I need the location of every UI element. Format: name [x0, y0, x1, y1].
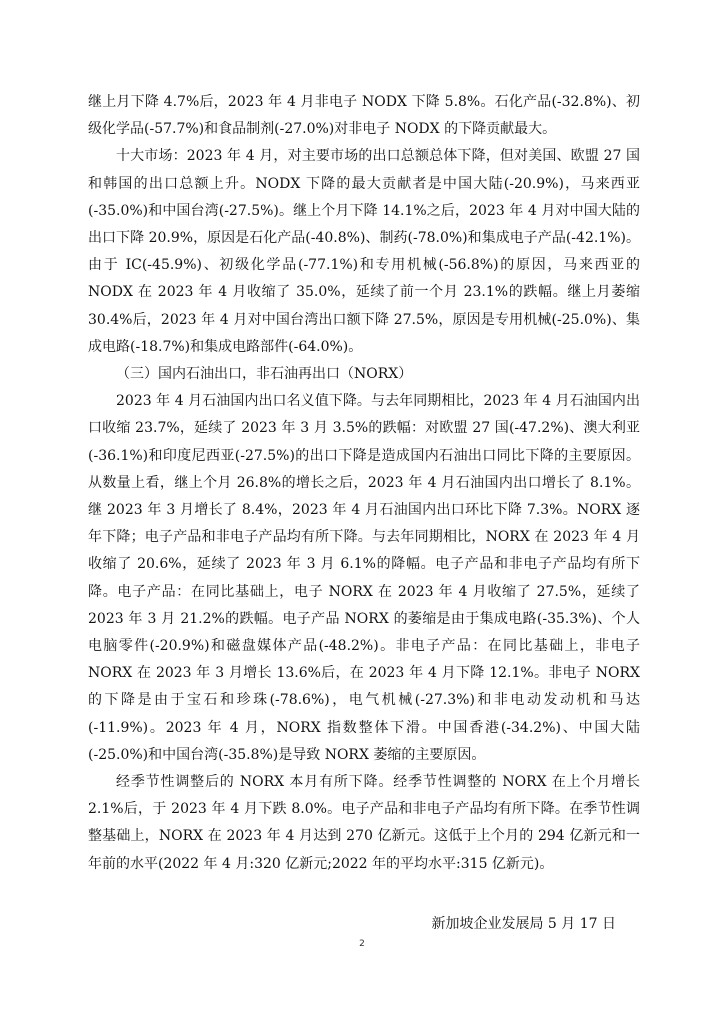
document-body: [88, 89, 640, 878]
page-number: 2: [359, 939, 365, 949]
section-heading-norx: （三）国内石油出口，非石油再出口（NORX）: [116, 366, 413, 383]
signature-line: 新加坡企业发展局 5 月 17 日: [431, 916, 616, 932]
paragraph-seasonally-adjusted-norx: 经季节性调整后的 NORX 本月有所下降。经季节性调整的 NORX 在上个月增长 2.1%后，于 2023 年 4 月下跌 8.0%。电子产品和非电子产品均有所下降。在季节性调整基础上，NORX 在 2023 年 4 月达到 270 亿新元。这低于上个月的 294 亿新元和一年前的水平(2022 年 4 月:320 亿新元;2022 年的平均水平:315 亿新元)。: [88, 774, 640, 872]
paragraph-non-electronic-nodx: 继上月下降 4.7%后，2023 年 4 月非电子 NODX 下降 5.8%。石化产品(-32.8%)、初级化学品(-57.7%)和食品制剂(-27.0%)对非电子 NODX 的下降贡献最大。: [88, 94, 640, 138]
paragraph-top-ten-markets: 十大市场：2023 年 4 月，对主要市场的出口总额总体下降，但对美国、欧盟 27 国和韩国的出口总额上升。NODX 下降的最大贡献者是中国大陆(-20.9%)，马来西亚(-35.0%)和中国台湾(-27.5%)。继上个月下降 14.1%之后，2023 年 4 月对中国大陆的出口下降 20.9%，原因是石化产品(-40.8%)、制药(-78.0%)和集成电子产品(-42.1%)。由于 IC(-45.9%)、初级化学品(-77.1%)和专用机械(-56.8%)的原因，马来西亚的 NODX 在 2023 年 4 月收缩了 35.0%，延续了前一个月 23.1%的跌幅。继上月萎缩 30.4%后，2023 年 4 月对中国台湾出口额下降 27.5%，原因是专用机械(-25.0%)、集成电路(-18.7%)和集成电路部件(-64.0%)。: [88, 148, 640, 355]
paragraph-oil-domestic-exports: 2023 年 4 月石油国内出口名义值下降。与去年同期相比，2023 年 4 月石油国内出口收缩 23.7%，延续了 2023 年 3 月 3.5%的跌幅：对欧盟 27 国(-47.2%)、澳大利亚(-36.1%)和印度尼西亚(-27.5%)的出口下降是造成国内石油出口同比下降的主要原因。从数量上看，继上个月 26.8%的增长之后，2023 年 4 月石油国内出口增长了 8.1%。继 2023 年 3 月增长了 8.4%，2023 年 4 月石油国内出口环比下降 7.3%。NORX 逐年下降；电子产品和非电子产品均有所下降。与去年同期相比，NORX 在 2023 年 4 月收缩了 20.6%，延续了 2023 年 3 月 6.1%的降幅。电子产品和非电子产品均有所下降。电子产品：在同比基础上，电子 NORX 在 2023 年 4 月收缩了 27.5%，延续了 2023 年 3 月 21.2%的跌幅。电子产品 NORX 的萎缩是由于集成电路(-35.3%)、个人电脑零件(-20.9%)和磁盘媒体产品(-48.2%)。非电子产品：在同比基础上，非电子 NORX 在 2023 年 3 月增长 13.6%后，在 2023 年 4 月下降 12.1%。非电子 NORX 的下降是由于宝石和珍珠(-78.6%)，电气机械(-27.3%)和非电动发动机和马达(-11.9%)。2023 年 4 月，NORX 指数整体下滑。中国香港(-34.2%)、中国大陆(-25.0%)和中国台湾(-35.8%)是导致 NORX 萎缩的主要原因。: [88, 393, 640, 763]
